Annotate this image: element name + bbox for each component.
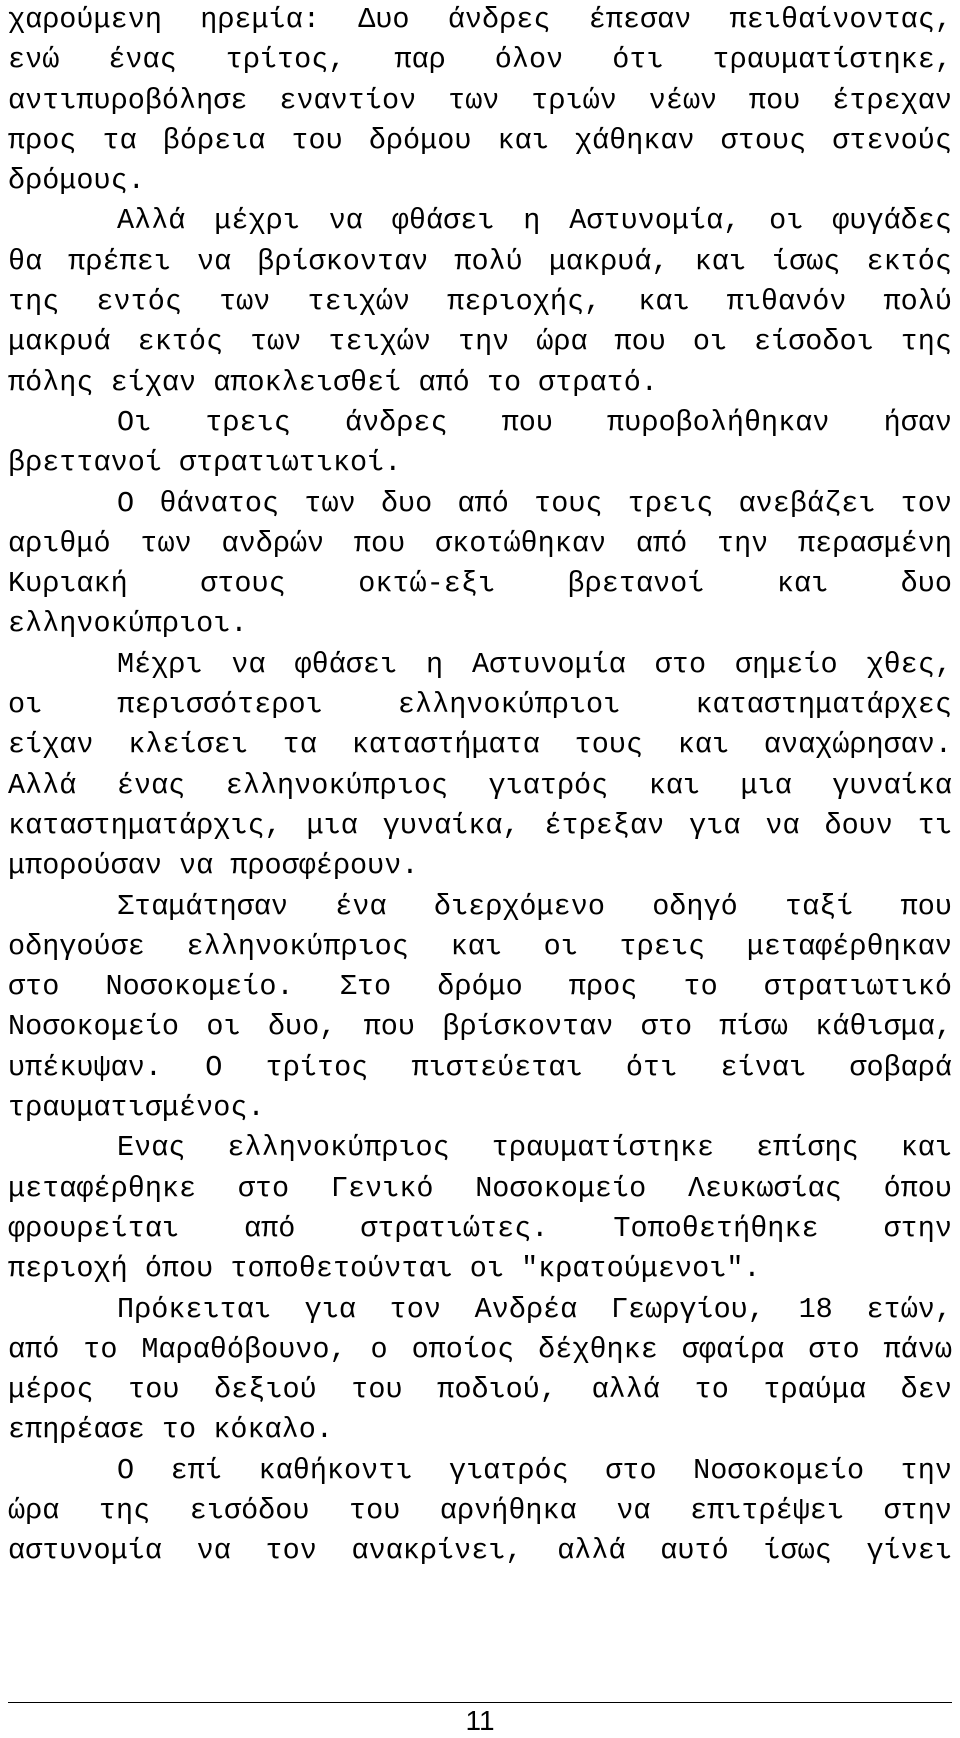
text-line: Ενας ελληνοκύπριος τραυματίστηκε επίσης και xyxy=(117,1131,952,1165)
text-line: οι περισσότεροι ελληνοκύπριοι καταστηματάρχες xyxy=(8,688,952,722)
text-line: προς τα βόρεια του δρόμου και χάθηκαν στους στενούς xyxy=(8,123,952,157)
text-line: Αλλά μέχρι να φθάσει η Αστυνομία, οι φυγάδες xyxy=(117,204,952,238)
text-line: υπέκυψαν. Ο τρίτος πιστεύεται ότι είναι σοβαρά xyxy=(8,1050,952,1084)
text-line: καταστηματάρχις, μια γυναίκα, έτρεξαν για να δουν τι xyxy=(8,808,952,842)
text-line: Μέχρι να φθάσει η Αστυνομία στο σημείο χθες, xyxy=(117,647,952,681)
text-line: από το Μαραθόβουνο, ο οποίος δέχθηκε σφαίρα στο πάνω xyxy=(8,1332,952,1366)
text-line: είχαν κλείσει τα καταστήματα τους και αναχώρησαν. xyxy=(8,728,952,762)
article-body xyxy=(8,0,952,1572)
text-line: μακρυά εκτός των τειχών την ώρα που οι είσοδοι της xyxy=(8,325,952,359)
text-line: τραυματισμένος. xyxy=(8,1091,265,1125)
text-line: Ο επί καθήκοντι γιατρός στο Νοσοκομείο την xyxy=(117,1453,952,1487)
text-line: φρουρείται από στρατιώτες. Τοποθετήθηκε στην xyxy=(8,1211,952,1245)
text-line: θα πρέπει να βρίσκονταν πολύ μακρυά, και ίσως εκτός xyxy=(8,244,952,278)
text-line: αριθμό των ανδρών που σκοτώθηκαν από την περασμένη xyxy=(8,526,952,560)
text-line: Οι τρεις άνδρες που πυροβολήθηκαν ήσαν xyxy=(117,405,952,439)
text-line: μεταφέρθηκε στο Γενικό Νοσοκομείο Λευκωσίας όπου xyxy=(8,1171,952,1205)
text-line: επηρέασε το κόκαλο. xyxy=(8,1413,333,1447)
text-line: αστυνομία να τον ανακρίνει, αλλά αυτό ίσως γίνει xyxy=(8,1534,952,1568)
text-line: περιοχή όπου τοποθετούνται οι "κρατούμενοι". xyxy=(8,1252,761,1286)
text-line: Κυριακή στους οκτώ-εξι βρετανοί και δυο xyxy=(8,567,952,601)
text-line: Νοσοκομείο οι δυο, που βρίσκονταν στο πίσω κάθισμα, xyxy=(8,1010,952,1044)
text-line: Αλλά ένας ελληνοκύπριος γιατρός και μια γυναίκα xyxy=(8,768,952,802)
text-line: Πρόκειται για τον Ανδρέα Γεωργίου, 18 ετών, xyxy=(117,1292,952,1326)
text-line: οδηγούσε ελληνοκύπριος και οι τρεις μεταφέρθηκαν xyxy=(8,929,952,963)
page-number: 11 xyxy=(465,1705,495,1736)
text-line: στο Νοσοκομείο. Στο δρόμο προς το στρατιωτικό xyxy=(8,970,952,1004)
text-line: Σταμάτησαν ένα διερχόμενο οδηγό ταξί που xyxy=(117,889,952,923)
text-line: δρόμους. xyxy=(8,164,145,198)
text-line: Ο θάνατος των δυο από τους τρεις ανεβάζει τον xyxy=(117,486,952,520)
text-line: πόλης είχαν αποκλεισθεί από το στρατό. xyxy=(8,365,658,399)
text-line: μπορούσαν να προσφέρουν. xyxy=(8,849,419,883)
text-line: μέρος του δεξιού του ποδιού, αλλά το τραύμα δεν xyxy=(8,1373,952,1407)
text-line: ώρα της εισόδου του αρνήθηκα να επιτρέψει στην xyxy=(8,1493,952,1527)
text-line: βρεττανοί στρατιωτικοί. xyxy=(8,446,402,480)
text-line: της εντός των τειχών περιοχής, και πιθανόν πολύ xyxy=(8,285,952,319)
footer-divider xyxy=(8,1702,952,1703)
text-line: ελληνοκύπριοι. xyxy=(8,607,248,641)
text-line: αντιπυροβόλησε εναντίον των τριών νέων που έτρεχαν xyxy=(8,83,952,117)
text-line: χαρούμενη ηρεμία: Δυο άνδρες έπεσαν πειθαίνοντας, xyxy=(8,3,952,36)
text-line: ενώ ένας τρίτος, παρ όλον ότι τραυματίστηκε, xyxy=(8,43,952,77)
